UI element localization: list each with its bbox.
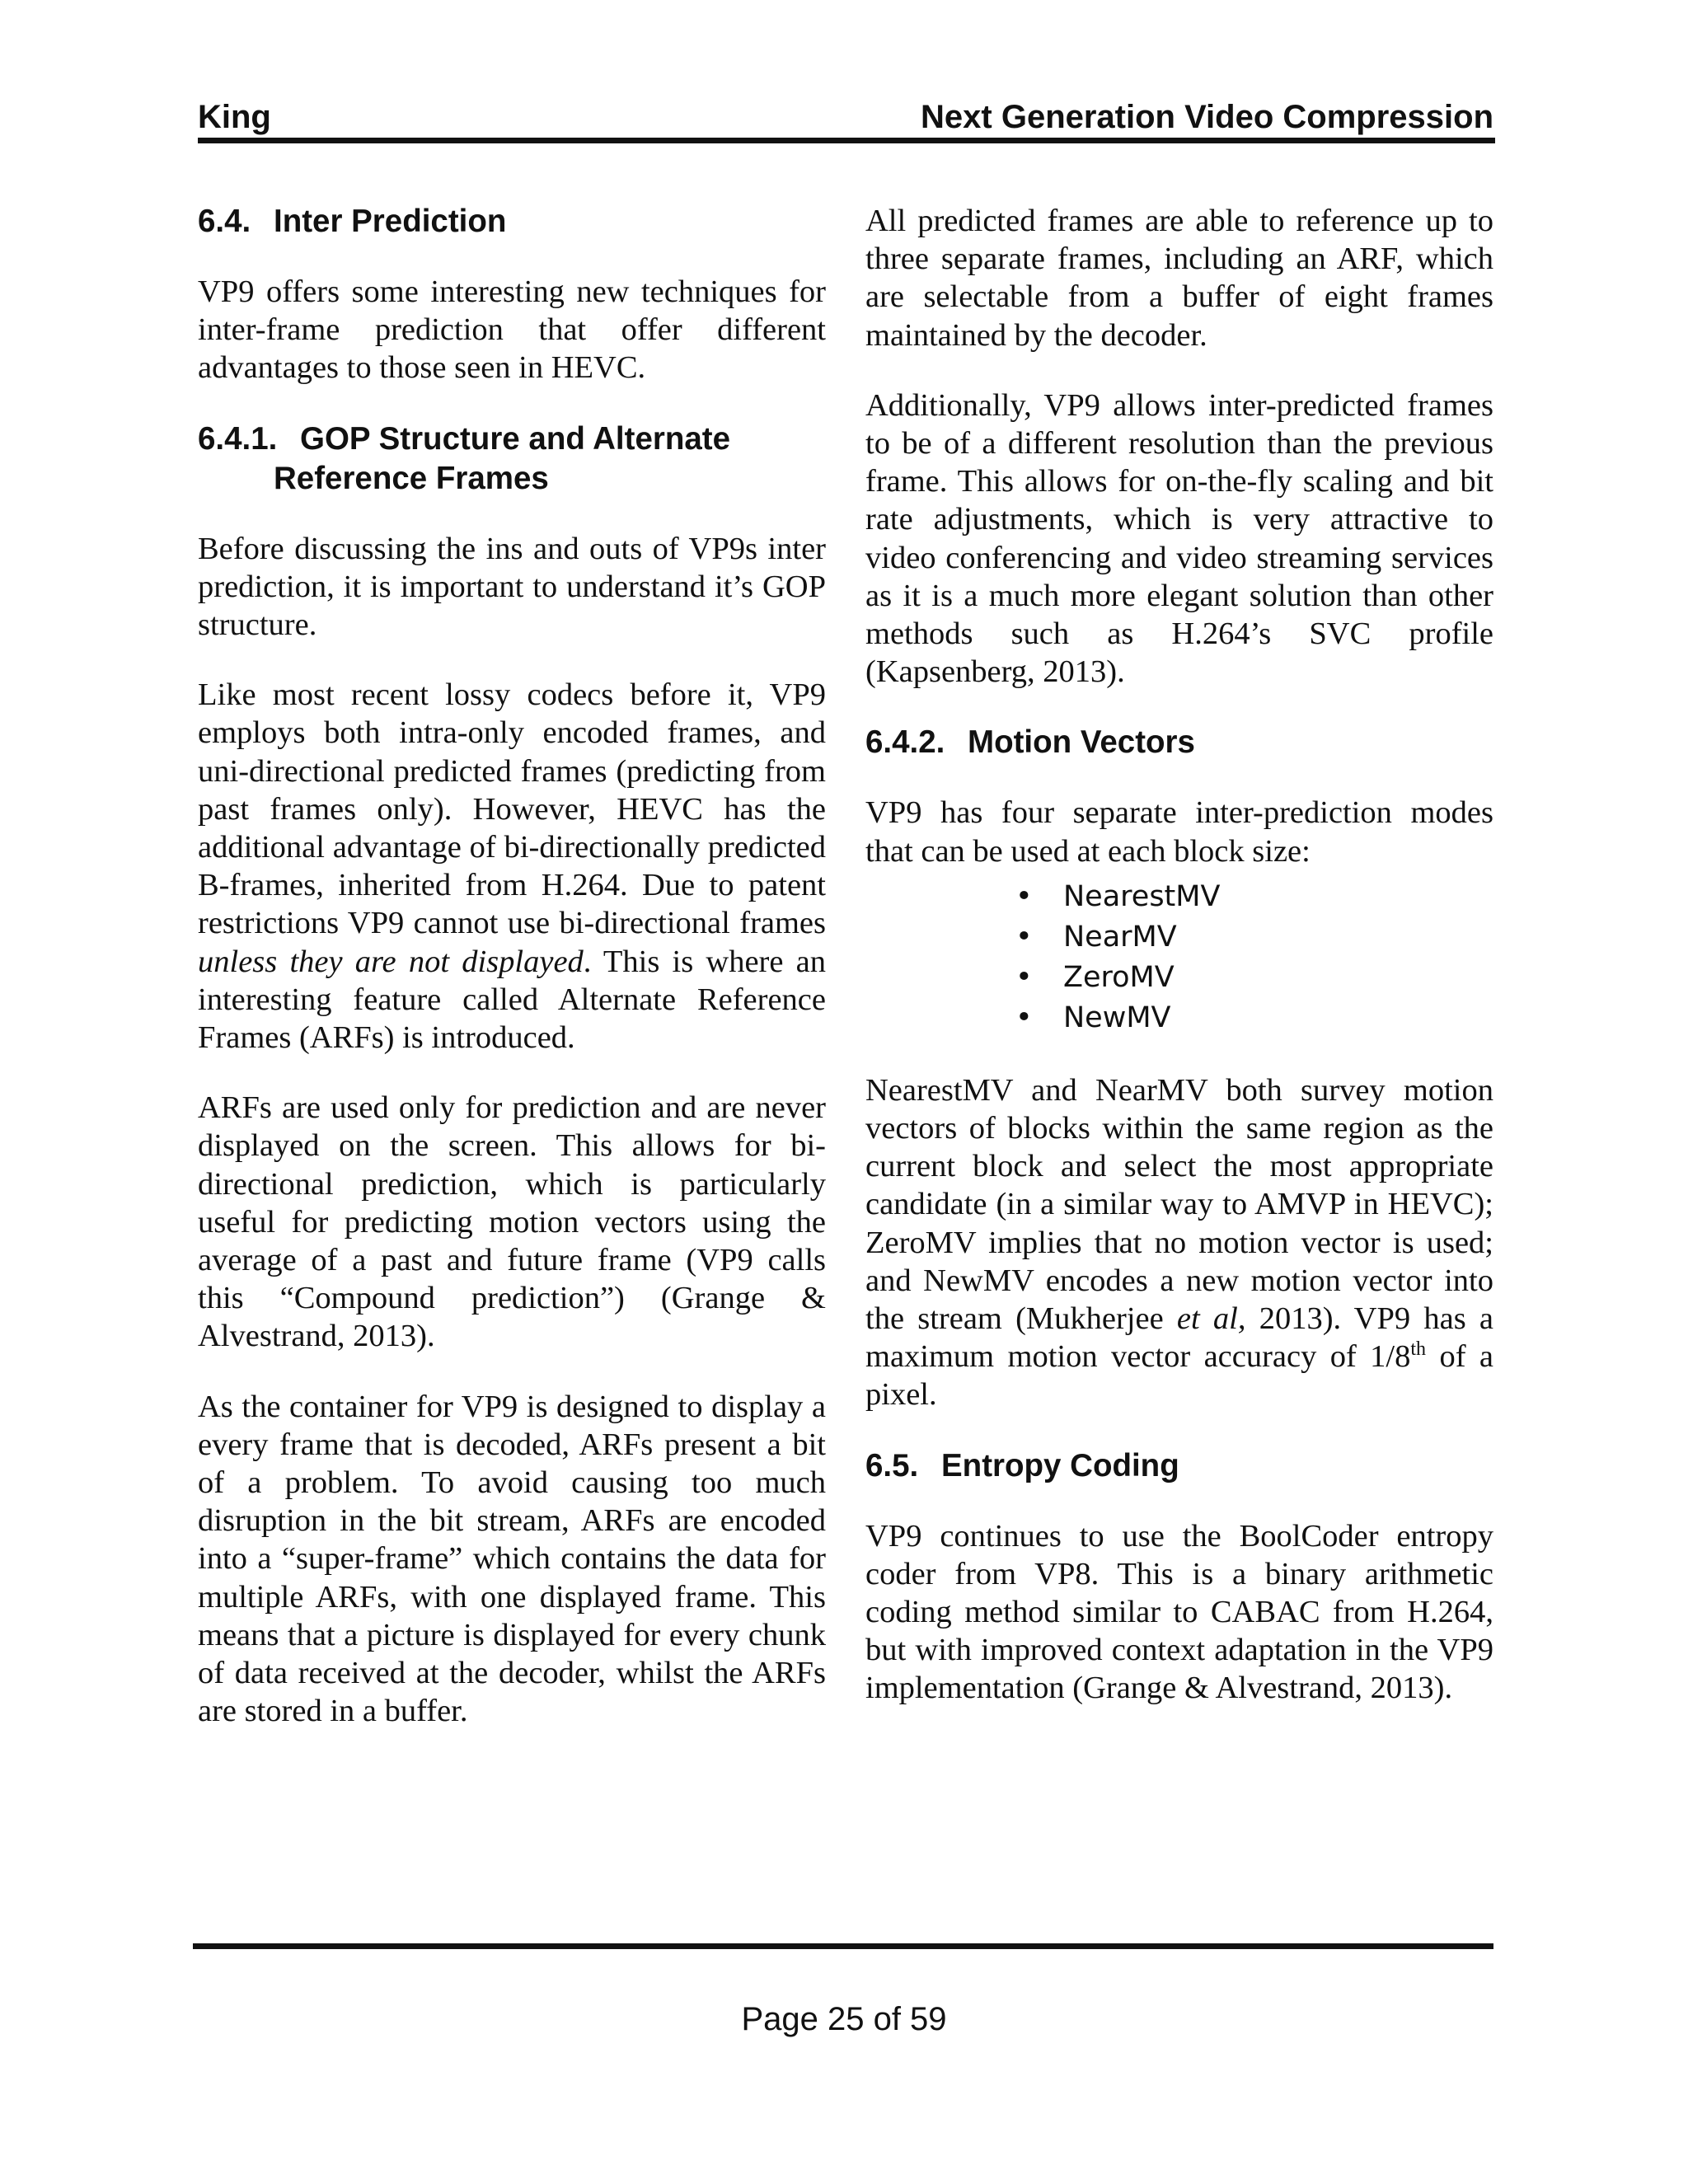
- section-title: Inter Prediction: [274, 204, 507, 239]
- section-title-line1: GOP Structure and Alternate: [300, 420, 731, 457]
- superscript-text: th: [1410, 1338, 1427, 1361]
- list-item: [865, 998, 1493, 1038]
- section-title-line2: Reference Frames: [274, 460, 549, 496]
- text-run: 2013). VP9 has a maximum motion vector accuracy of 1/8: [865, 1301, 1493, 1375]
- section-heading-6-5: [865, 1446, 1493, 1486]
- emphasis-text: unless they are not displayed: [198, 944, 584, 979]
- paragraph-like-most-codecs: [198, 676, 826, 1057]
- section-number: 6.5.: [865, 1447, 919, 1483]
- paragraph-before-discussing: Before discussing the ins and outs of VP9s inter prediction, it is important to understand it’s GOP structure.: [198, 531, 826, 643]
- list-item-label: NearestMV: [1063, 879, 1221, 913]
- right-column: [865, 202, 1493, 1740]
- section-heading-6-4: [198, 202, 826, 241]
- paragraph-predicted-frames: All predicted frames are able to reference up to three separate frames, including an ARF, which are selectable from a buffer of eight frames maintained by the decoder.: [865, 204, 1493, 353]
- running-header: [198, 99, 1493, 143]
- text-run: of a pixel.: [865, 1339, 1493, 1413]
- header-title: Next Generation Video Compression: [921, 99, 1493, 135]
- paragraph-intro: VP9 offers some interesting new techniques for inter-frame prediction that offer different advantages to those seen in HEVC.: [198, 274, 826, 386]
- prediction-modes-list: [865, 877, 1493, 1038]
- section-title: Entropy Coding: [941, 1447, 1179, 1483]
- bullet-icon: •: [1015, 1001, 1033, 1034]
- list-item-label: NewMV: [1063, 1001, 1171, 1034]
- header-rule: [198, 138, 1495, 143]
- section-title: Motion Vectors: [968, 724, 1195, 761]
- list-item-label: NearMV: [1063, 920, 1177, 954]
- section-number: 6.4.2.: [865, 724, 945, 761]
- left-column: [198, 202, 826, 1763]
- paragraph-container: As the container for VP9 is designed to display a every frame that is decoded, ARFs present a bit of a problem. To avoid causing too much disruption in the bit stream, ARFs are encoded into a “super-frame” which contains the data for multiple ARFs, with one displayed frame. This means that a picture is displayed for every chunk of data received at the decoder, whilst the ARFs are stored in a buffer.: [198, 1389, 826, 1729]
- bullet-icon: •: [1015, 879, 1033, 913]
- list-item: [865, 958, 1493, 998]
- list-item-label: ZeroMV: [1063, 960, 1175, 994]
- paragraph-entropy: VP9 continues to use the BoolCoder entropy coder from VP8. This is a binary arithmetic coding method similar to CABAC from H.264, but with improved context adaptation in the VP9 implementation (Grange & Alvestrand, 2013).: [865, 1518, 1493, 1706]
- section-heading-6-4-1: [198, 419, 826, 499]
- bullet-icon: •: [1015, 920, 1033, 954]
- section-number: 6.4.: [198, 204, 251, 239]
- text-run: Like most recent lossy codecs before it, VP9 employs both intra-only encoded frames, and uni-directional predicted frames (predicting from past frames only). However, HEVC has the additional advantage of bi-directionally predicted B-frames, inherited from H.264. Due to patent restrictions VP9 cannot use bi-directional frames: [198, 677, 826, 941]
- page-number: Page 25 of 59: [741, 2001, 947, 2037]
- paragraph-nearest-mv: [865, 1071, 1493, 1414]
- section-number: 6.4.1.: [198, 420, 278, 457]
- text-run: . This is where an interesting feature called Alternate Reference Frames (ARFs) is introduced.: [198, 944, 826, 1056]
- section-heading-6-4-2: [865, 723, 1493, 762]
- text-run: NearestMV and NearMV both survey motion vectors of blocks within the same region as the current block and select the most appropriate candidate (in a similar way to AMVP in HEVC); ZeroMV implies that no motion vector is used; and NewMV encodes a new motion vector into the stream (Mukherjee: [865, 1072, 1493, 1337]
- emphasis-text: et al,: [1176, 1301, 1246, 1337]
- list-item: [865, 877, 1493, 917]
- paragraph-modes-intro: VP9 has four separate inter-prediction modes that can be used at each block size:: [865, 795, 1493, 869]
- bullet-icon: •: [1015, 960, 1033, 994]
- footer-rule: [193, 1943, 1493, 1949]
- paragraph-arfs: ARFs are used only for prediction and are never displayed on the screen. This allows for bi-directional prediction, which is particularly useful for predicting motion vectors using the average of a past and future frame (VP9 calls this “Compound prediction”) (Grange & Alvestrand, 2013).: [198, 1090, 826, 1354]
- header-author: King: [198, 99, 271, 135]
- paragraph-additionally: Additionally, VP9 allows inter-predicted frames to be of a different resolution than the previous frame. This allows for on-the-fly scaling and bit rate adjustments, which is very attractive to video conferencing and video streaming services as it is a much more elegant solution than other methods such as H.264’s SVC profile (Kapsenberg, 2013).: [865, 387, 1493, 690]
- list-item: [865, 917, 1493, 958]
